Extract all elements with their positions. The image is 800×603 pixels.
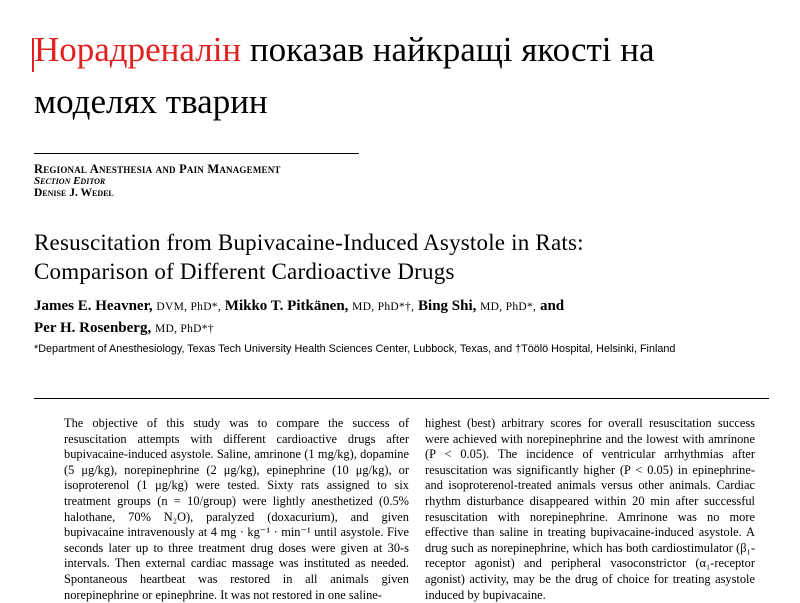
author-name: James E. Heavner, — [34, 298, 153, 314]
article-title-line-2: Comparison of Different Cardioactive Drugs — [34, 259, 455, 284]
author-name: Mikko T. Pitkänen, — [224, 298, 349, 314]
article-title — [34, 228, 784, 286]
author-name: Bing Shi, — [418, 298, 477, 314]
section-header — [34, 163, 454, 199]
article-title-line-1: Resuscitation from Bupivacaine-Induced Asystole in Rats: — [34, 230, 584, 255]
author-degrees: DVM, PhD*, — [156, 301, 222, 313]
slide-title — [34, 24, 774, 128]
section-name: Regional Anesthesia and Pain Management — [34, 162, 281, 176]
author-degrees: MD, PhD*†, — [352, 301, 415, 313]
abstract-text-left: The objective of this study was to compare the success of resuscitation attempts with different cardioactive drugs after bupivacaine-induced asystole. Saline, amrinone (1 mg/kg), dopamine (5 μg/kg), norepinephrine (2 μg/kg), epinephrine (10 μg/kg), or isoproterenol (1 μg/kg) were tested. Sixty rats assigned to six treatment groups (n = 10/group) were lightly anesthetized (0.5% halothane, 70% N₂O), paralyzed (doxacurium), and given bupivacaine intravenously at 4 mg · kg⁻¹ · min⁻¹ until asystole. Five seconds later up to three treatment drug doses were given at 30-s intervals. Then external cardiac massage was instituted as needed. Spontaneous heartbeat was restored in all animals given norepinephrine or epinephrine. It was not restored in one saline- — [64, 416, 409, 602]
section-top-rule — [34, 153, 359, 154]
author-degrees: MD, PhD*† — [154, 323, 214, 335]
abstract-column-left — [64, 416, 409, 603]
affiliation: *Department of Anesthesiology, Texas Tech University Health Sciences Center, Lubbock, Texas, and †Töölö Hospital, Helsinki, Finland — [34, 343, 676, 355]
abstract-column-right — [425, 416, 755, 603]
abstract-text-right: highest (best) arbitrary scores for overall resuscitation success were achieved with norepinephrine and the lowest with amrinone (P < 0.05). The incidence of ventricular arrhythmias after resuscitation was significantly higher (P < 0.05) in epinephrine- and isoproterenol-treated animals versus other animals. Cardiac rhythm disturbance disappeared within 20 min after successful resuscitation with norepinephrine. Amrinone was no more effective than saline in treating bupivacaine-induced asystole. A drug such as norepinephrine, which has both cardiostimulator (β₁-receptor agonist) and peripheral vasoconstrictor (α₁-receptor agonist) activity, may be the drug of choice for treating asystole induced by bupivacaine. — [425, 416, 755, 602]
section-editor-name: Denise J. Wedel — [34, 187, 114, 199]
author-name: Per H. Rosenberg, — [34, 320, 152, 336]
author-degrees: MD, PhD*, — [480, 301, 537, 313]
section-editor-label: Section Editor — [34, 175, 106, 187]
author-list — [34, 296, 774, 340]
abstract-top-rule — [34, 398, 769, 399]
slide-title-rest: показав найкращі якості на моделях тварин — [34, 30, 655, 121]
author-conjunction: and — [539, 298, 565, 314]
slide-title-accent: Норадреналін — [34, 30, 242, 69]
